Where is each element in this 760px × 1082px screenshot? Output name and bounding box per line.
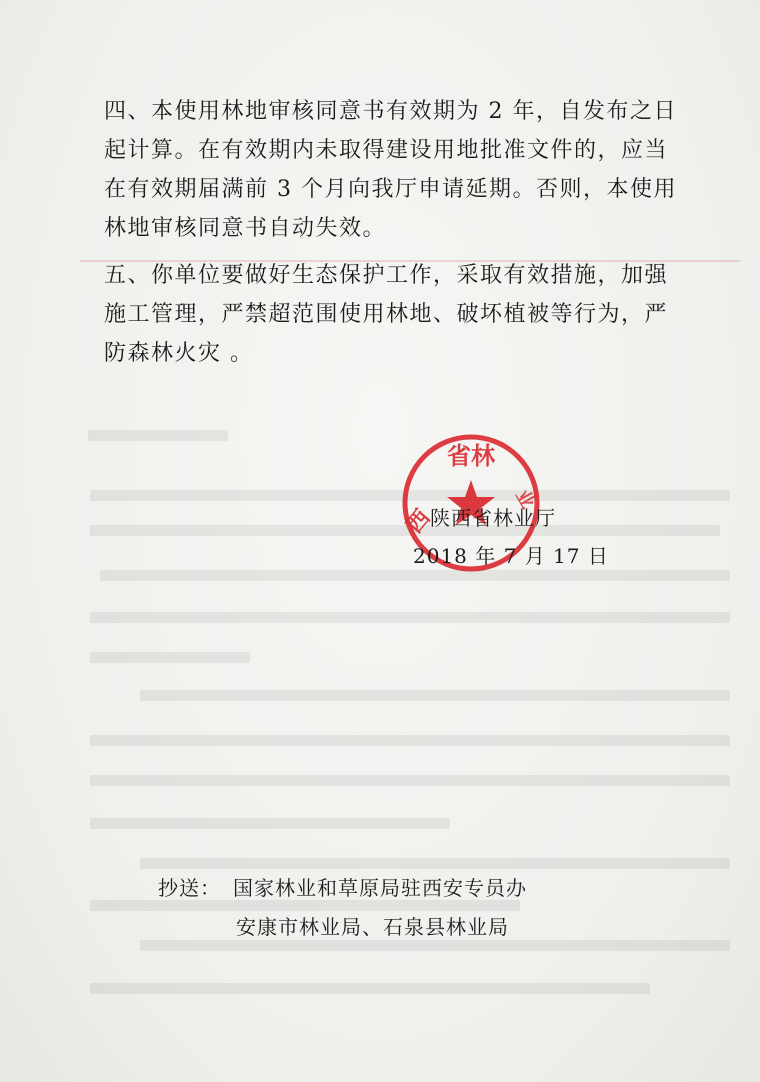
issue-date: 2018 年 7 月 17 日	[413, 544, 609, 568]
svg-text:业: 业	[511, 486, 539, 513]
svg-text:西: 西	[401, 504, 436, 539]
cc-label: 抄送：	[158, 876, 221, 900]
svg-text:省林: 省林	[447, 441, 495, 470]
cc-recipient: 国家林业和草原局驻西安专员办	[233, 876, 527, 900]
paragraph-validity-period: 四、本使用林地审核同意书有效期为 2 年，自发布之日起计算。在有效期内未取得建设用地批准文件的，应当在有效期届满前 3 个月向我厅申请延期。否则，本使用林地审核同意书自动失效。	[104, 99, 677, 241]
issuer-signature: 陕西省林业厅	[430, 506, 556, 530]
cc-recipient: 安康市林业局、石泉县林业局	[236, 915, 509, 939]
paragraph-ecological-protection: 五、你单位要做好生态保护工作，采取有效措施，加强施工管理，严禁超范围使用林地、破坏植被等行为，严防森林火灾 。	[104, 263, 669, 366]
